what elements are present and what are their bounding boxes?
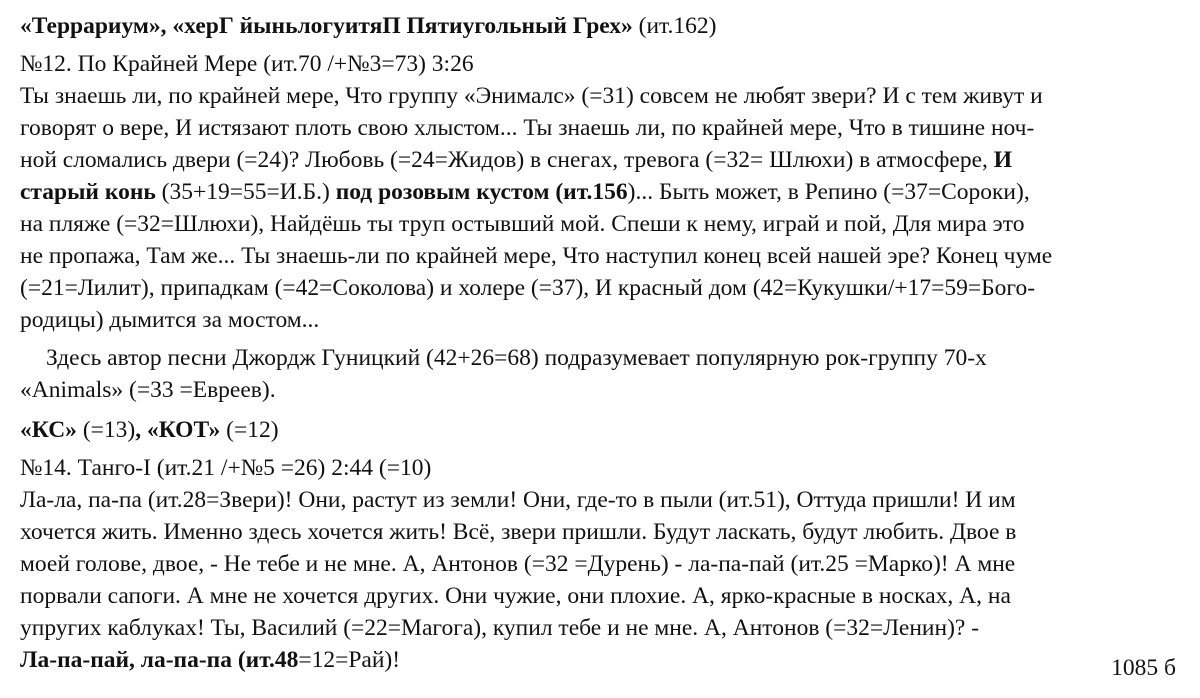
- lyrics-line: [20, 144, 1190, 176]
- lyrics-line: порвали сапоги. А мне не хочется других. Они чужие, они плохие. А, ярко-красные в носках, А, на: [20, 583, 1011, 609]
- lyrics-line: Ла-ла, па-па (ит.28=Звери)! Они, растут из земли! Они, где-то в пыли (ит.51), Оттуда пришли! И им: [20, 487, 1016, 513]
- lyrics-line: Ты знаешь ли, по крайней мере, Что группу «Энималс» (=31) совсем не любят звери? И с тем живут и: [20, 83, 1043, 109]
- lyrics-block-12: [20, 80, 1190, 336]
- lyrics-text: (35+19=55=И.Б.): [155, 179, 336, 205]
- lyrics-line: [20, 644, 1190, 676]
- comment-block: [20, 342, 1190, 406]
- lyrics-line: не пропажа, Там же... Ты знаешь-ли по крайней мере, Что наступил конец всей нашей эре? Конец чуме: [20, 243, 1053, 269]
- lyrics-line: упругих каблуках! Ты, Василий (=22=Магога), купил тебе и не мне. А, Антонов (=32=Ленин)? -: [20, 615, 980, 641]
- album-title: , «КОТ»: [135, 417, 221, 443]
- lyrics-line: (=21=Лилит), припадкам (=42=Соколова) и холере (=37), И красный дом (42=Кукушки/+17=59=Бого-: [20, 275, 1036, 301]
- document-page: [20, 10, 1190, 676]
- album-title-note: (=13): [76, 417, 136, 443]
- section-heading-terrarium: [20, 10, 1190, 42]
- comment-line: Здесь автор песни Джордж Гуницкий (42+26=68) подразумевает популярную рок-группу 70-х: [46, 345, 987, 371]
- album-title-note: (ит.162): [632, 13, 717, 39]
- lyrics-text: =12=Рай)!: [298, 647, 401, 673]
- lyrics-line: говорят о вере, И истязают плоть свою хлыстом... Ты знаешь ли, по крайней мере, Что в тишине ноч-: [20, 115, 1035, 141]
- track-title-14: №14. Танго-I (ит.21 /+№5 =26) 2:44 (=10): [20, 455, 432, 481]
- lyrics-line: на пляже (=32=Шлюхи), Найдёшь ты труп остывший мой. Спеши к нему, играй и пой, Для мира это: [20, 211, 1025, 237]
- lyrics-line: родицы) дымится за мостом...: [20, 307, 320, 333]
- lyrics-bold-text: старый конь: [20, 179, 156, 205]
- lyrics-text: )... Быть может, в Репино (=37=Сороки),: [627, 179, 1030, 205]
- lyrics-line: [20, 176, 1190, 208]
- album-title-note: (=12): [220, 417, 279, 443]
- lyrics-block-14: [20, 484, 1190, 676]
- lyrics-line: хочется жить. Именно здесь хочется жить! Всё, звери пришли. Будут ласкать, будут любить. Двое в: [20, 519, 1017, 545]
- lyrics-line: моей голове, двое, - Не тебе и не мне. А, Антонов (=32 =Дурень) - ла-па-пай (ит.25 =Марко)! А мне: [20, 551, 1016, 577]
- lyrics-text: ной сломались двери (=24)? Любовь (=24=Жидов) в снегах, тревога (=32= Шлюхи) в атмосфере,: [20, 147, 994, 173]
- album-title: «Террариум», «херГ йыньлогуитяП Пятиугольный Грех»: [20, 13, 633, 39]
- track-title-12: №12. По Крайней Мере (ит.70 /+№3=73) 3:26: [20, 51, 474, 77]
- page-number: 1085 б: [1111, 655, 1176, 681]
- lyrics-bold-text: под розовым кустом (ит.156: [335, 179, 628, 205]
- section-heading-ks-kot: [20, 414, 1190, 446]
- album-title: «КС»: [20, 417, 77, 443]
- lyrics-bold-text: Ла-па-пай, ла-па-па (ит.48: [20, 647, 299, 673]
- comment-line: «Animals» (=33 =Евреев).: [20, 377, 276, 403]
- lyrics-bold-text: И: [993, 147, 1013, 173]
